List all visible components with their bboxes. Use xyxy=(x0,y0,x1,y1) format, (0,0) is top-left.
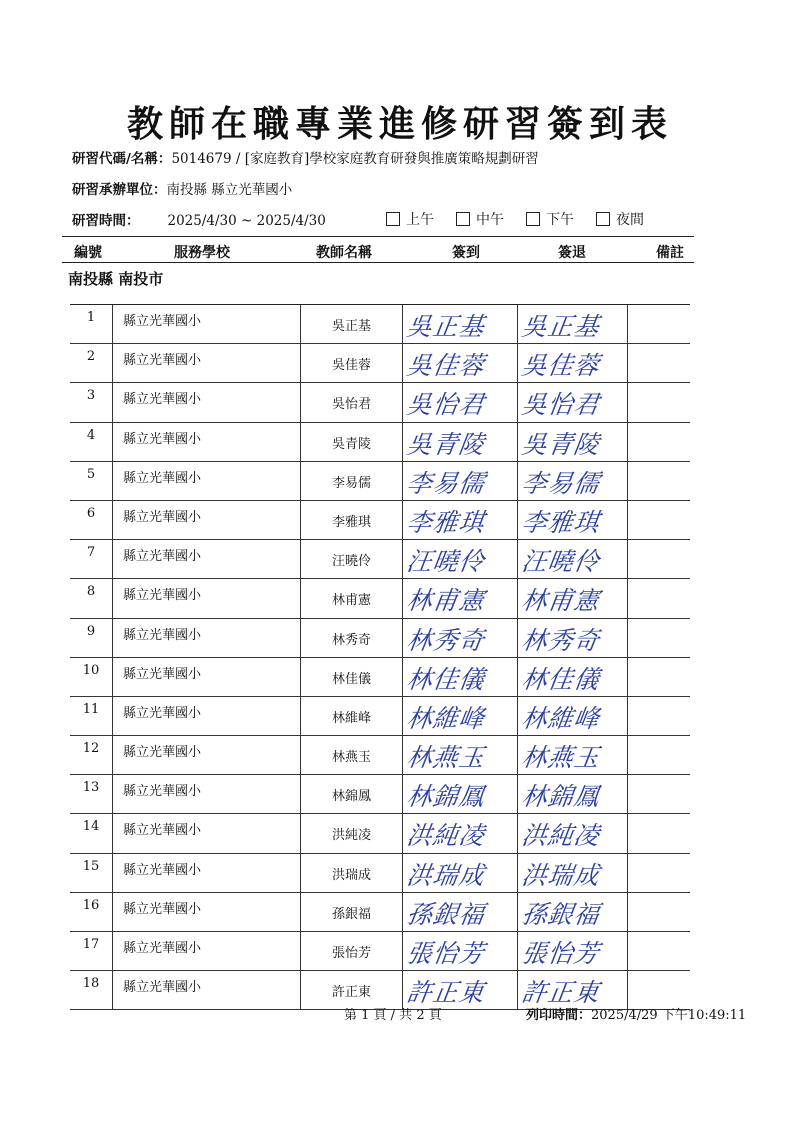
row-teacher-name: 洪瑞成 xyxy=(300,854,402,892)
row-teacher-name: 林維峰 xyxy=(300,697,402,735)
table-row xyxy=(70,423,690,462)
period-label: 上午 xyxy=(406,212,434,228)
table-row xyxy=(70,304,690,344)
checkbox-icon xyxy=(596,212,610,226)
sign-in-signature: 許正東 xyxy=(404,978,487,1008)
sign-in-signature: 林佳儀 xyxy=(404,664,487,694)
table-row xyxy=(70,854,690,893)
sign-in-cell xyxy=(402,893,517,931)
row-school: 縣立光華國小 xyxy=(112,971,300,1009)
sign-out-cell xyxy=(517,814,627,852)
note-cell xyxy=(627,619,690,657)
table-row xyxy=(70,462,690,501)
sign-out-cell xyxy=(517,658,627,696)
row-school: 縣立光華國小 xyxy=(112,423,300,461)
note-cell xyxy=(627,814,690,852)
note-cell xyxy=(627,305,690,343)
row-teacher-name: 吳正基 xyxy=(300,305,402,343)
row-number: 14 xyxy=(82,819,100,835)
period-afternoon xyxy=(526,209,574,229)
header-bottom-rule xyxy=(62,262,694,263)
sign-in-signature: 洪純凌 xyxy=(404,821,487,851)
sign-in-signature: 汪曉伶 xyxy=(404,547,487,577)
period-label: 下午 xyxy=(546,212,574,228)
row-number: 1 xyxy=(86,310,96,325)
sign-out-cell xyxy=(517,579,627,617)
sign-out-signature: 吳怡君 xyxy=(519,390,602,420)
sign-out-cell xyxy=(517,540,627,578)
header-sign-out: 簽退 xyxy=(558,245,586,261)
checkbox-icon xyxy=(456,212,470,226)
note-cell xyxy=(627,932,690,970)
table-row xyxy=(70,893,690,932)
row-school: 縣立光華國小 xyxy=(112,775,300,813)
sign-out-signature: 孫銀福 xyxy=(519,899,602,929)
course-code-value: 5014679 / [家庭教育]學校家庭教育研發與推廣策略規劃研習 xyxy=(171,151,539,167)
sign-out-cell xyxy=(517,462,627,500)
row-number: 15 xyxy=(82,858,100,874)
sign-in-signature: 林錦鳳 xyxy=(404,782,487,812)
course-code-label: 研習代碼/名稱： xyxy=(72,151,172,167)
sign-in-signature: 林維峰 xyxy=(404,703,487,733)
sign-in-signature: 吳怡君 xyxy=(404,390,487,420)
note-cell xyxy=(627,893,690,931)
row-number: 4 xyxy=(86,427,96,443)
sign-out-signature: 林佳儀 xyxy=(519,664,602,694)
note-cell xyxy=(627,854,690,892)
course-time-value: 2025/4/30 ~ 2025/4/30 xyxy=(167,213,326,229)
table-row xyxy=(70,344,690,383)
row-number: 6 xyxy=(86,505,96,521)
sign-in-cell xyxy=(402,658,517,696)
table-row xyxy=(70,775,690,814)
print-time xyxy=(526,1004,746,1023)
sign-in-cell xyxy=(402,423,517,461)
sign-in-signature: 李易儒 xyxy=(404,468,487,498)
row-school: 縣立光華國小 xyxy=(112,305,300,343)
sign-in-signature: 吳正基 xyxy=(404,312,487,341)
row-school: 縣立光華國小 xyxy=(112,579,300,617)
sign-out-signature: 吳佳蓉 xyxy=(519,351,602,381)
note-cell xyxy=(627,423,690,461)
row-number: 17 xyxy=(82,937,100,952)
sign-out-cell xyxy=(517,619,627,657)
row-school: 縣立光華國小 xyxy=(112,893,300,931)
row-school: 縣立光華國小 xyxy=(112,344,300,382)
row-teacher-name: 汪曉伶 xyxy=(300,540,402,578)
host-unit-label: 研習承辦單位： xyxy=(72,182,167,198)
host-unit-value: 南投縣 縣立光華國小 xyxy=(166,182,293,198)
sign-in-cell xyxy=(402,775,517,813)
course-time-line xyxy=(72,209,326,229)
row-teacher-name: 吳怡君 xyxy=(300,383,402,421)
sign-out-signature: 吳正基 xyxy=(519,312,602,341)
sign-in-cell xyxy=(402,619,517,657)
sign-out-cell xyxy=(517,736,627,774)
sign-out-signature: 林燕玉 xyxy=(519,743,602,773)
sign-in-cell xyxy=(402,540,517,578)
note-cell xyxy=(627,344,690,382)
row-number: 18 xyxy=(82,976,100,992)
row-number: 2 xyxy=(86,349,96,365)
sign-out-signature: 林維峰 xyxy=(519,703,602,733)
sign-in-signature: 林燕玉 xyxy=(404,743,487,773)
sign-out-signature: 汪曉伶 xyxy=(519,547,602,577)
row-number: 8 xyxy=(86,584,96,600)
row-school: 縣立光華國小 xyxy=(112,854,300,892)
row-number: 16 xyxy=(82,897,100,913)
row-teacher-name: 洪純凌 xyxy=(300,814,402,852)
table-row xyxy=(70,697,690,736)
row-number: 11 xyxy=(82,701,100,717)
period-morning xyxy=(386,209,434,229)
table-row xyxy=(70,814,690,853)
row-school: 縣立光華國小 xyxy=(112,814,300,852)
sign-in-cell xyxy=(402,579,517,617)
attendance-table xyxy=(70,304,690,1010)
sign-out-signature: 吳青陵 xyxy=(519,429,602,459)
page-number: 第 1 頁 / 共 2 頁 xyxy=(344,1008,442,1023)
note-cell xyxy=(627,658,690,696)
table-row xyxy=(70,540,690,579)
sign-in-signature: 吳佳蓉 xyxy=(404,351,487,381)
table-row xyxy=(70,383,690,422)
row-number: 12 xyxy=(82,741,100,757)
sign-in-cell xyxy=(402,305,517,343)
table-row xyxy=(70,932,690,971)
row-school: 縣立光華國小 xyxy=(112,462,300,500)
row-teacher-name: 林佳儀 xyxy=(300,658,402,696)
sign-in-cell xyxy=(402,697,517,735)
sign-out-signature: 洪純凌 xyxy=(519,821,602,851)
row-number: 5 xyxy=(86,466,96,482)
county-district: 南投縣 南投市 xyxy=(68,270,164,288)
sign-in-signature: 吳青陵 xyxy=(404,429,487,459)
row-number: 13 xyxy=(82,780,100,796)
header-no: 編號 xyxy=(74,245,102,261)
sign-out-cell xyxy=(517,893,627,931)
header-sign-in: 簽到 xyxy=(452,245,480,261)
note-cell xyxy=(627,462,690,500)
row-school: 縣立光華國小 xyxy=(112,658,300,696)
sign-in-signature: 林秀奇 xyxy=(404,625,487,655)
sign-out-cell xyxy=(517,344,627,382)
sign-out-signature: 張怡芳 xyxy=(519,939,602,968)
row-teacher-name: 林錦鳳 xyxy=(300,775,402,813)
header-top-rule xyxy=(62,236,694,237)
header-school: 服務學校 xyxy=(174,245,230,261)
checkbox-icon xyxy=(386,212,400,226)
table-row xyxy=(70,658,690,697)
sign-in-cell xyxy=(402,344,517,382)
print-time-label: 列印時間： xyxy=(526,1008,592,1023)
sign-out-cell xyxy=(517,501,627,539)
sign-out-signature: 林秀奇 xyxy=(519,625,602,655)
sign-out-signature: 林錦鳳 xyxy=(519,782,602,812)
note-cell xyxy=(627,775,690,813)
row-school: 縣立光華國小 xyxy=(112,932,300,970)
sign-out-cell xyxy=(517,305,627,343)
note-cell xyxy=(627,383,690,421)
sign-in-signature: 孫銀福 xyxy=(404,899,487,929)
row-teacher-name: 張怡芳 xyxy=(300,932,402,970)
sign-out-signature: 許正東 xyxy=(519,978,602,1008)
row-teacher-name: 林燕玉 xyxy=(300,736,402,774)
row-number: 3 xyxy=(86,388,96,404)
course-code-line xyxy=(72,147,539,167)
period-checkboxes xyxy=(386,209,644,229)
row-teacher-name: 吳佳蓉 xyxy=(300,344,402,382)
sign-out-signature: 林甫憲 xyxy=(519,586,602,616)
row-school: 縣立光華國小 xyxy=(112,736,300,774)
sign-in-signature: 張怡芳 xyxy=(404,939,487,968)
sign-out-cell xyxy=(517,854,627,892)
print-time-value: 2025/4/29 下午10:49:11 xyxy=(591,1008,747,1023)
note-cell xyxy=(627,697,690,735)
sign-out-signature: 李雅琪 xyxy=(519,507,602,537)
row-teacher-name: 許正東 xyxy=(300,971,402,1009)
row-teacher-name: 李雅琪 xyxy=(300,501,402,539)
sign-out-cell xyxy=(517,932,627,970)
row-teacher-name: 林秀奇 xyxy=(300,619,402,657)
table-header xyxy=(62,240,694,262)
note-cell xyxy=(627,540,690,578)
row-school: 縣立光華國小 xyxy=(112,619,300,657)
sign-in-cell xyxy=(402,932,517,970)
row-teacher-name: 孫銀福 xyxy=(300,893,402,931)
sign-out-cell xyxy=(517,383,627,421)
sign-out-signature: 李易儒 xyxy=(519,468,602,498)
period-label: 夜間 xyxy=(616,212,644,228)
sign-in-cell xyxy=(402,383,517,421)
checkbox-icon xyxy=(526,212,540,226)
header-note: 備註 xyxy=(656,245,684,261)
sign-in-cell xyxy=(402,814,517,852)
period-noon xyxy=(456,209,504,229)
sign-out-signature: 洪瑞成 xyxy=(519,860,602,890)
row-school: 縣立光華國小 xyxy=(112,383,300,421)
row-teacher-name: 李易儒 xyxy=(300,462,402,500)
sign-in-signature: 洪瑞成 xyxy=(404,860,487,890)
header-name: 教師名稱 xyxy=(316,245,372,261)
note-cell xyxy=(627,736,690,774)
row-school: 縣立光華國小 xyxy=(112,540,300,578)
sign-out-cell xyxy=(517,775,627,813)
row-school: 縣立光華國小 xyxy=(112,697,300,735)
course-time-label: 研習時間： xyxy=(72,213,140,229)
period-evening xyxy=(596,209,644,229)
row-number: 9 xyxy=(86,623,96,639)
row-number: 10 xyxy=(82,662,100,678)
page-title: 教師在職專業進修研習簽到表 xyxy=(126,104,673,145)
note-cell xyxy=(627,579,690,617)
table-row xyxy=(70,579,690,618)
note-cell xyxy=(627,501,690,539)
table-row xyxy=(70,736,690,775)
row-teacher-name: 吳青陵 xyxy=(300,423,402,461)
sign-in-cell xyxy=(402,501,517,539)
period-label: 中午 xyxy=(476,212,504,228)
row-teacher-name: 林甫憲 xyxy=(300,579,402,617)
table-row xyxy=(70,501,690,540)
row-school: 縣立光華國小 xyxy=(112,501,300,539)
sign-in-cell xyxy=(402,462,517,500)
sign-out-cell xyxy=(517,423,627,461)
sign-out-cell xyxy=(517,697,627,735)
row-number: 7 xyxy=(86,545,96,561)
sign-in-signature: 李雅琪 xyxy=(404,507,487,537)
sign-in-signature: 林甫憲 xyxy=(404,586,487,616)
sign-in-cell xyxy=(402,854,517,892)
table-row xyxy=(70,619,690,658)
sign-in-cell xyxy=(402,736,517,774)
host-unit-line xyxy=(72,178,292,198)
